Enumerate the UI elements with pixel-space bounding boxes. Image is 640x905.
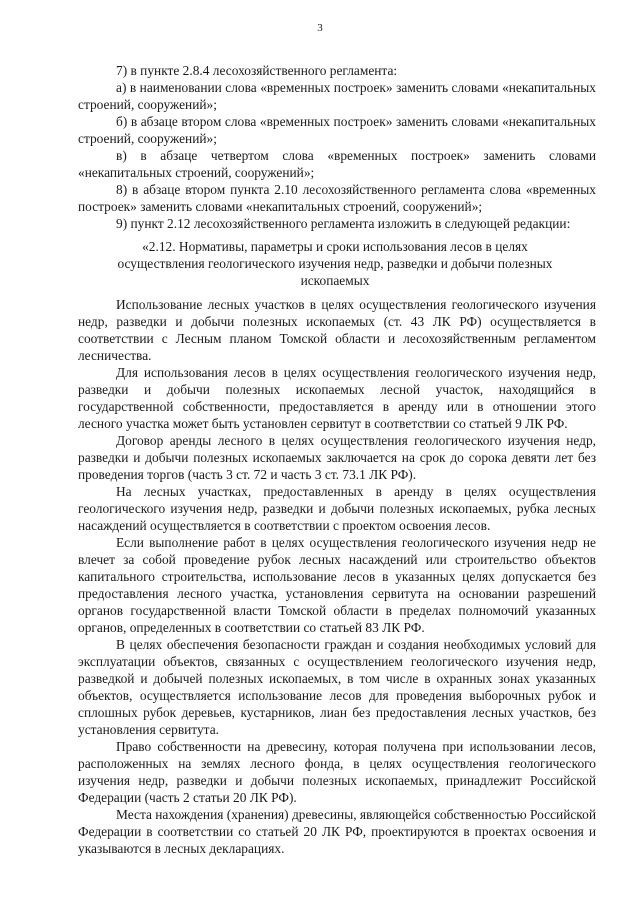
body-paragraph: Если выполнение работ в целях осуществления геологического изучения недр не влечет за собой проведение рубок лесных насаждений или строительство объектов капитального строительства, использование лесов в указанных целях допускается без предоставления лесного участка, установления сервитута на основании разрешений органов государственной власти Томской области в пределах полномочий указанных органов, определенных в соответствии со статьей 83 ЛК РФ.: [78, 535, 596, 635]
body-paragraph: Для использования лесов в целях осуществления геологического изучения недр, разведки и добычи полезных ископаемых лесной участок, находящийся в государственной собственности, предоставляется в аренду или в отношении этого лесного участка может быть установлен сервитут в соответствии со статьей 9 ЛК РФ.: [78, 365, 596, 431]
page-number: 3: [317, 22, 323, 34]
amendment-item: 7) в пункте 2.8.4 лесохозяйственного регламента:: [116, 63, 398, 78]
section-title: «2.12. Нормативы, параметры и сроки использования лесов в целях осуществления геологического изучения недр, разведки и добычи полезных ископаемых: [117, 239, 553, 288]
body-paragraph: Право собственности на древесину, которая получена при использовании лесов, расположенных на землях лесного фонда, в целях осуществления геологического изучения недр, разведки и добычи полезных ископаемых, принадлежит Российской Федерации (часть 2 статьи 20 ЛК РФ).: [78, 739, 596, 805]
body-paragraph: Места нахождения (хранения) древесины, являющейся собственностью Российской Федерации в соответствии со статьей 20 ЛК РФ, проектируются в проектах освоения и указываются в лесных декларациях.: [78, 807, 596, 856]
body-paragraph: На лесных участках, предоставленных в аренду в целях осуществления геологического изучения недр, разведки и добычи полезных ископаемых, рубка лесных насаждений осуществляется в соответствии с проектом освоения лесов.: [78, 484, 596, 533]
amendment-item: б) в абзаце втором слова «временных построек» заменить словами «некапитальных строений, сооружений»;: [78, 114, 596, 146]
amendment-item: 8) в абзаце втором пункта 2.10 лесохозяйственного регламента слова «временных построек» заменить словами «некапитальных строений, сооружений»;: [78, 182, 596, 214]
body-paragraph: В целях обеспечения безопасности граждан и создания необходимых условий для эксплуатации объектов, связанных с осуществлением геологического изучения недр, разведкой и добычей полезных ископаемых, в том числе в охранных зонах указанных объектов, осуществляется использование лесов для проведения выборочных рубок и сплошных рубок деревьев, кустарников, лиан без предоставления лесных участков, без установления сервитута.: [78, 637, 596, 737]
body-paragraph: Договор аренды лесного в целях осуществления геологического изучения недр, разведки и добычи полезных ископаемых заключается на срок до сорока девяти лет без проведения торгов (часть 3 ст. 72 и часть 3 ст. 73.1 ЛК РФ).: [78, 433, 596, 482]
amendment-list: [78, 62, 596, 232]
amendment-item: в) в абзаце четвертом слова «временных построек» заменить словами «некапитальных строений, сооружений»;: [78, 148, 596, 180]
section-body: [78, 296, 596, 857]
amendment-item: 9) пункт 2.12 лесохозяйственного регламента изложить в следующей редакции:: [116, 216, 571, 231]
body-paragraph: Использование лесных участков в целях осуществления геологического изучения недр, разведки и добычи полезных ископаемых (ст. 43 ЛК РФ) осуществляется в соответствии с Лесным планом Томской области и лесохозяйственным регламентом лесничества.: [78, 297, 596, 363]
amendment-item: а) в наименовании слова «временных построек» заменить словами «некапитальных строений, сооружений»;: [78, 80, 596, 112]
